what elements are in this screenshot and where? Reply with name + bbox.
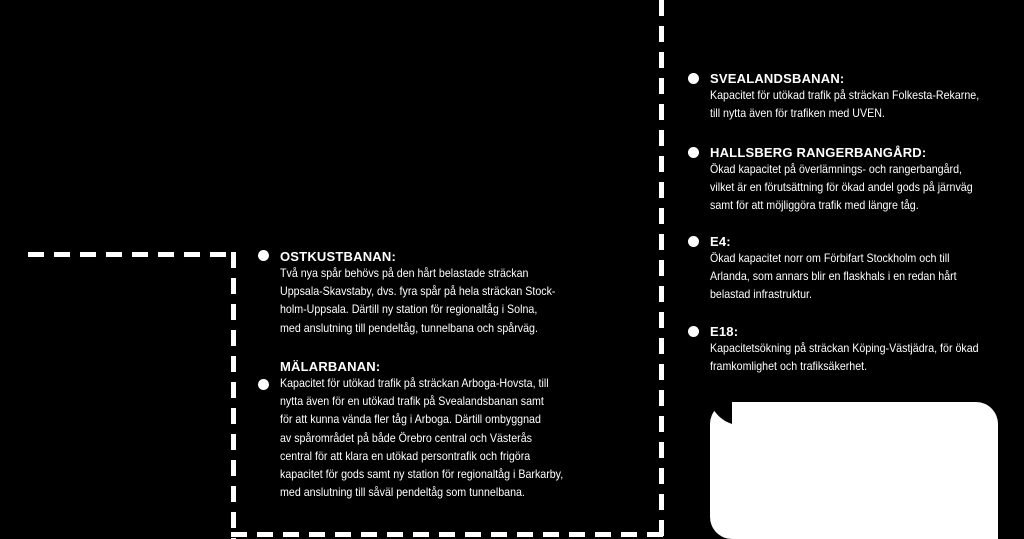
bullet-icon <box>258 250 269 261</box>
bullet-icon <box>688 236 699 247</box>
body-line: nytta även för en utökad trafik på Svealandsbanan samt <box>280 395 544 409</box>
body-line: central för att klara en utökad persontrafik och frigöra <box>280 449 531 463</box>
body-line: vilket är en förutsättning för ökad andel gods på järnväg <box>710 181 973 195</box>
entry-body <box>280 265 555 338</box>
entry-malarbanan <box>280 358 588 502</box>
dashed-border-right <box>659 0 664 539</box>
entry-title: E4: <box>710 234 731 249</box>
entry-title: SVEALANDSBANAN: <box>710 71 845 86</box>
speech-bubble-tail <box>710 402 732 430</box>
body-line: kapacitet för gods samt ny station för regionaltåg i Barkarby, <box>280 468 564 482</box>
bullet-icon <box>688 147 699 158</box>
entry-body <box>710 161 973 216</box>
entry-hallsberg <box>710 144 996 216</box>
body-line: av spårområdet på både Örebro central och Västerås <box>280 431 532 445</box>
entry-title: OSTKUSTBANAN: <box>280 249 396 264</box>
body-line: framkomlighet och trafiksäkerhet. <box>710 360 868 374</box>
body-line: Kapacitet för utökad trafik på sträckan Arboga-Hovsta, till <box>280 377 549 390</box>
body-line: Uppsala-Skavstaby, dvs. fyra spår på hela sträckan Stock- <box>280 285 556 299</box>
body-line: holm-Uppsala. Därtill ny station för regionaltåg i Solna, <box>280 303 538 317</box>
bullet-icon <box>688 73 699 84</box>
entry-e18 <box>710 323 1002 376</box>
body-line: samt för att möjliggöra trafik med längre tåg. <box>710 199 919 213</box>
body-line: belastad infrastruktur. <box>710 288 812 302</box>
body-line: Två nya spår behövs på den hårt belastade sträckan <box>280 267 529 280</box>
body-line: Ökad kapacitet på överlämnings- och rangerbangård, <box>710 163 962 176</box>
speech-bubble-shape <box>710 402 998 539</box>
entry-body <box>710 340 979 376</box>
entry-body <box>710 87 979 123</box>
dashed-border-left <box>231 252 236 539</box>
dashed-border-bottom <box>231 532 664 537</box>
body-line: Kapacitetsökning på sträckan Köping-Västjädra, för ökad <box>710 342 979 355</box>
entry-ostkustbanan <box>280 248 579 338</box>
entry-e4 <box>710 233 978 305</box>
body-line: Kapacitet för utökad trafik på sträckan Folkesta-Rekarne, <box>710 89 980 102</box>
entry-svealandsbanan <box>710 70 1003 123</box>
body-line: med anslutning till pendeltåg, tunnelbana och spårväg. <box>280 321 538 335</box>
body-line: Arlanda, som annars blir en flaskhals i en redan hårt <box>710 270 957 284</box>
entry-body <box>280 375 563 502</box>
bullet-icon <box>258 379 269 390</box>
entry-title: E18: <box>710 324 739 339</box>
dashed-border-top <box>28 252 236 257</box>
body-line: med anslutning till såväl pendeltåg som tunnelbana. <box>280 486 525 500</box>
entry-title: HALLSBERG RANGERBANGÅRD: <box>710 145 927 160</box>
entry-body <box>710 250 957 305</box>
body-line: till nytta även för trafiken med UVEN. <box>710 107 885 121</box>
body-line: för att kunna vända fler tåg i Arboga. Därtill ombyggnad <box>280 413 541 427</box>
entry-title: MÄLARBANAN: <box>280 359 381 374</box>
body-line: Ökad kapacitet norr om Förbifart Stockholm och till <box>710 252 950 265</box>
bullet-icon <box>688 326 699 337</box>
